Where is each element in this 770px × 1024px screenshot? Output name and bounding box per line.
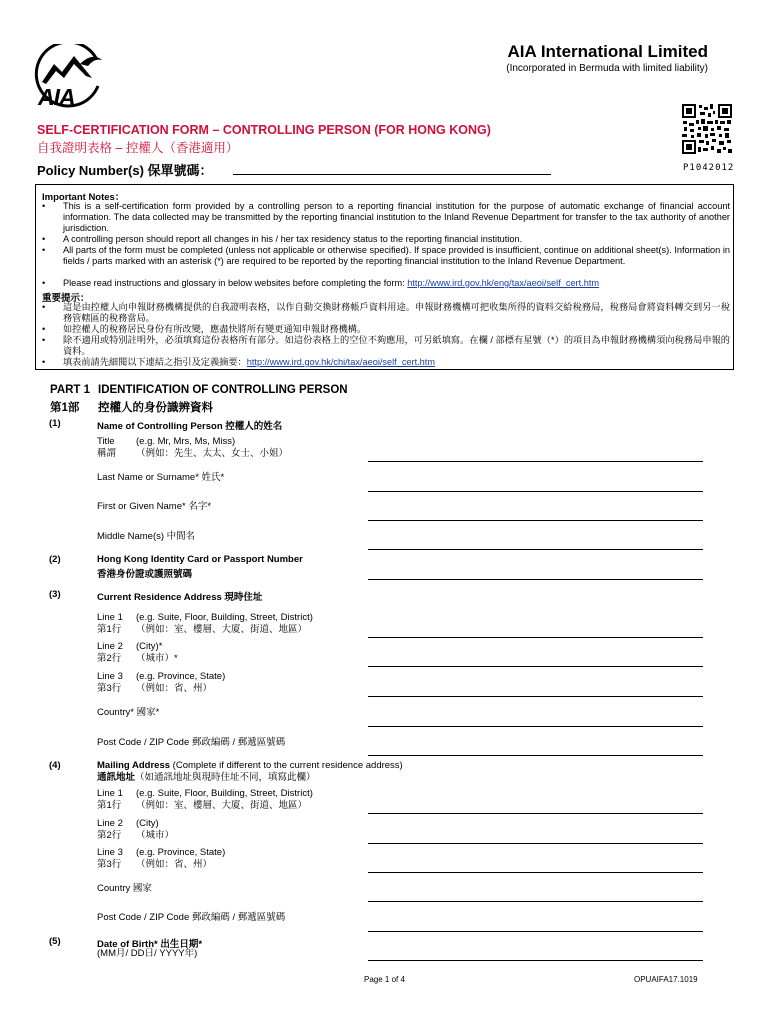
section-number: (1) [49,418,61,429]
residence-line1-field[interactable] [368,637,703,638]
note-text: All parts of the form must be completed (unless not applicable or otherwise specified). If space provided is insufficient, continue on additional sheet(s). Information in fields / parts marked with an asterisk (*) are required to be reported by the reporting financial institution to the Inland Revenue Department. [63,245,730,266]
company-name: AIA International Limited [507,42,708,61]
residence-line1-label: Line 1 (e.g. Suite, Floor, Building, Street, District) 第1行 （例如：室、樓層、大廈、街道、地區） [97,612,313,635]
aia-logo [34,44,106,110]
section-number: (4) [49,760,61,771]
note-item: • This is a self-certification form provided by a controlling person to a reporting financial institution for the purpose of automatic exchange of financial account information. The data collected may be transmitted by the reporting financial institution to the Inland Revenue Department for transfer to the tax authority of another jurisdiction. [42,201,730,233]
section-heading: Date of Birth* 出生日期* [97,939,203,950]
page-number: Page 1 of 4 [364,975,405,984]
note-item: • 填表前請先細閱以下連結之指引及定義摘要：http://www.ird.gov.hk/chi/tax/aeoi/self_cert.htm [42,357,436,367]
title-label: Title (e.g. Mr, Mrs, Ms, Miss) 稱謂 （例如：先生、太太、女士、小姐） [97,436,289,459]
important-notes-box [35,184,734,370]
residence-line3-label: Line 3 (e.g. Province, State) 第3行 （例如：省、州） [97,671,226,694]
ird-english-link[interactable]: http://www.ird.gov.hk/eng/tax/aeoi/self_cert.htm [407,278,600,288]
section-heading: Current Residence Address 現時住址 [97,592,263,603]
section-heading: Hong Kong Identity Card or Passport Number [97,554,303,565]
section-heading: Mailing Address (Complete if different to the current residence address) 通訊地址（如通訊地址與現時住址不同，填寫此欄） [97,760,403,783]
note-text: Please read instructions and glossary in below websites before completing the form: [63,278,408,288]
notes-heading: Important Notes： [42,192,125,203]
last-name-label: Last Name or Surname* 姓氏* [97,472,225,483]
residence-country-field[interactable] [368,726,703,727]
section-heading: Name of Controlling Person 控權人的姓名 [97,421,283,432]
note-text: 除不適用或特別註明外，必須填寫這份表格所有部分。如這份表格上的空位不夠應用，可另紙填寫。在欄 / 部標有星號（*）的項目為申報財務機構須向稅務局申報的資料。 [63,335,730,356]
section-number: (3) [49,589,61,600]
id-passport-field[interactable] [368,579,703,580]
note-text: 如控權人的稅務居民身份有所改變，應盡快將所有變更通知申報財務機構。 [63,324,367,334]
form-title-chinese: 自我證明表格 – 控權人（香港適用） [37,141,239,155]
residence-line2-label: Line 2 (City)* 第2行 （城市）* [97,641,178,664]
middle-name-label: Middle Name(s) 中間名 [97,531,196,542]
logo-text: AIA [38,84,75,110]
first-name-field[interactable] [368,520,703,521]
mailing-line1-field[interactable] [368,813,703,814]
title-field[interactable] [368,461,703,462]
first-name-label: First or Given Name* 名字* [97,501,212,512]
note-text: This is a self-certification form provided by a controlling person to a reporting financial institution for the purpose of automatic exchange of financial account information. The data collected may be transmitted by the reporting financial institution to the Inland Revenue Department for transfer to the tax authority of another jurisdiction. [63,201,730,233]
note-text: 填表前請先細閱以下連結之指引及定義摘要： [63,357,247,367]
middle-name-field[interactable] [368,549,703,550]
qr-code [681,103,733,155]
last-name-field[interactable] [368,491,703,492]
note-text: A controlling person should report all changes in his / her tax residency status to the reporting financial institution. [63,234,523,244]
mailing-line2-label: Line 2 (City) 第2行 （城市） [97,818,175,841]
date-of-birth-field[interactable] [368,960,703,961]
note-item: • Please read instructions and glossary in below websites before completing the form: http://www.ird.gov.hk/eng/tax/aeoi/self_cert.htm [42,278,600,288]
form-code: P1042012 [683,163,735,173]
residence-country-label: Country* 國家* [97,707,160,718]
mailing-line1-label: Line 1 (e.g. Suite, Floor, Building, Street, District) 第1行 （例如：室、樓層、大廈、街道、地區） [97,788,313,811]
company-subtitle: (Incorporated in Bermuda with limited liability) [506,63,708,74]
part-number: PART 1 [50,384,91,396]
mailing-postcode-label: Post Code / ZIP Code 郵政編碼 / 郵遞區號碼 [97,912,286,923]
notes-heading-chinese: 重要提示： [42,293,90,304]
section-heading-chinese: 香港身份證或護照號碼 [97,569,193,580]
note-item: • 這是由控權人向申報財務機構提供的自我證明表格，以作自動交換財務帳戶資料用途。申報財務機構可把收集所得的資料交給稅務局，稅務局會將資料轉交到另一稅務管轄區的稅務當局。 [42,302,730,323]
note-item: • All parts of the form must be completed (unless not applicable or otherwise specified). If space provided is insufficient, continue on additional sheet(s). Information in fields / parts marked with an asterisk (*) are required to be reported by the reporting financial institution to the Inland Revenue Department. [42,245,730,266]
residence-postcode-field[interactable] [368,755,703,756]
mailing-postcode-field[interactable] [368,931,703,932]
date-format-hint: (MM月/ DD日/ YYYY年) [97,948,198,959]
section-number: (2) [49,554,61,565]
section-number: (5) [49,936,61,947]
mailing-line3-label: Line 3 (e.g. Province, State) 第3行 （例如：省、州） [97,847,226,870]
mailing-line2-field[interactable] [368,843,703,844]
part-title: IDENTIFICATION OF CONTROLLING PERSON [98,384,348,396]
residence-line2-field[interactable] [368,666,703,667]
note-text: 這是由控權人向申報財務機構提供的自我證明表格，以作自動交換財務帳戶資料用途。申報財務機構可把收集所得的資料交給稅務局，稅務局會將資料轉交到另一稅務管轄區的稅務當局。 [63,302,730,323]
policy-number-label: Policy Number(s) 保單號碼： [37,163,213,178]
part-title-chinese: 控權人的身份識辨資料 [98,402,213,414]
mailing-line3-field[interactable] [368,872,703,873]
part-number-chinese: 第1部 [50,402,80,414]
ird-chinese-link[interactable]: http://www.ird.gov.hk/chi/tax/aeoi/self_cert.htm [246,357,436,367]
footer-form-code: OPUAIFA17.1019 [634,975,698,984]
mailing-country-field[interactable] [368,901,703,902]
residence-line3-field[interactable] [368,696,703,697]
mailing-country-label: Country 國家 [97,883,152,894]
policy-number-field[interactable] [233,174,551,175]
note-item: • 如控權人的稅務居民身份有所改變，應盡快將所有變更通知申報財務機構。 [42,324,730,335]
note-item: • 除不適用或特別註明外，必須填寫這份表格所有部分。如這份表格上的空位不夠應用，可另紙填寫。在欄 / 部標有星號（*）的項目為申報財務機構須向稅務局申報的資料。 [42,335,730,356]
form-title: SELF-CERTIFICATION FORM – CONTROLLING PERSON (FOR HONG KONG) [37,123,491,137]
residence-postcode-label: Post Code / ZIP Code 郵政編碼 / 郵遞區號碼 [97,737,286,748]
note-item: • A controlling person should report all changes in his / her tax residency status to the reporting financial institution. [42,234,730,245]
